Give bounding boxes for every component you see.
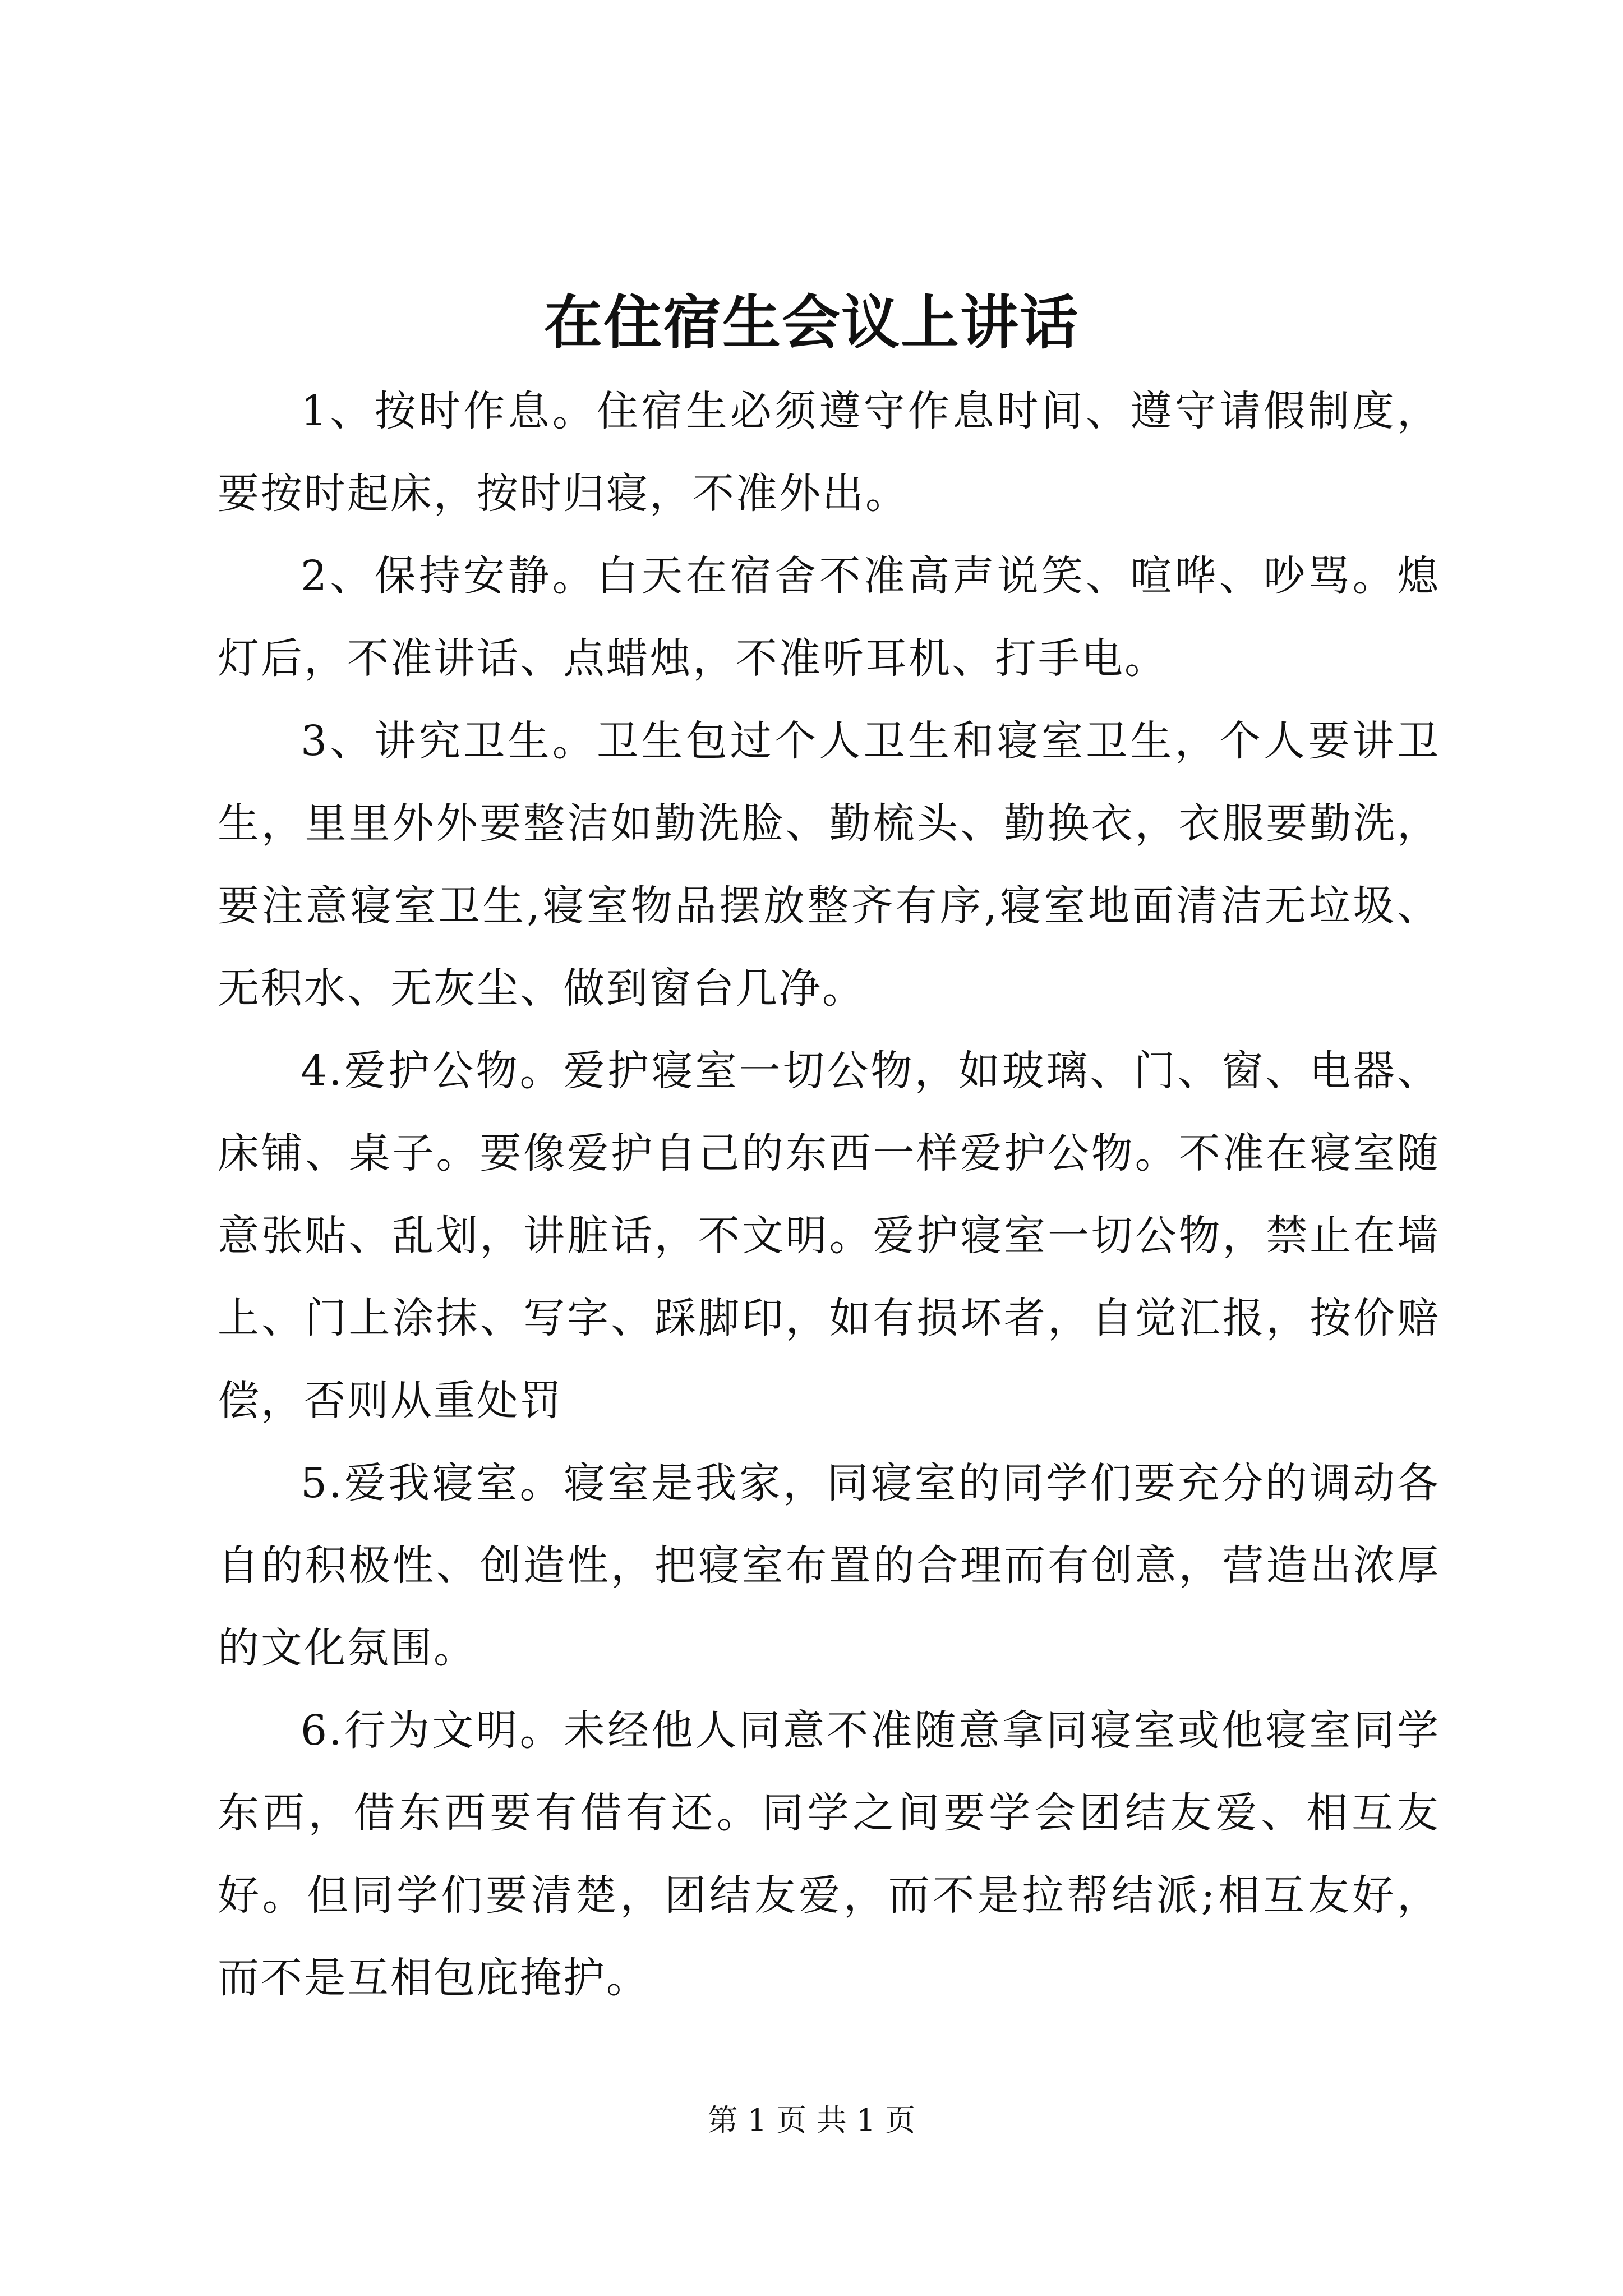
document-body: [218, 370, 1440, 2019]
paragraph-4: 4.爱护公物。爱护寝室一切公物，如玻璃、门、窗、电器、床铺、桌子。要像爱护自己的东西一样爱护公物。不准在寝室随意张贴、乱划，讲脏话，不文明。爱护寝室一切公物，禁止在墙上、门上涂抹、写字、踩脚印，如有损坏者，自觉汇报，按价赔偿，否则从重处罚: [218, 1047, 1440, 1425]
paragraph-5: 5.爱我寝室。寝室是我家，同寝室的同学们要充分的调动各自的积极性、创造性，把寝室布置的合理而有创意，营造出浓厚的文化氛围。: [218, 1459, 1440, 1672]
paragraph-2: 2、保持安静。白天在宿舍不准高声说笑、喧哗、吵骂。熄灯后，不准讲话、点蜡烛，不准听耳机、打手电。: [218, 552, 1440, 683]
page-footer: 第 1 页 共 1 页: [707, 2102, 916, 2138]
paragraph-3: 3、讲究卫生。卫生包过个人卫生和寝室卫生，个人要讲卫生，里里外外要整洁如勤洗脸、勤梳头、勤换衣，衣服要勤洗，要注意寝室卫生,寝室物品摆放整齐有序,寝室地面清洁无垃圾、无积水、无灰尘、做到窗台几净。: [218, 717, 1440, 1013]
document-title: 在住宿生会议上讲话: [543, 288, 1079, 357]
paragraph-1: 1、按时作息。住宿生必须遵守作息时间、遵守请假制度，要按时起床，按时归寝，不准外出。: [218, 387, 1440, 518]
paragraph-6: 6.行为文明。未经他人同意不准随意拿同寝室或他寝室同学东西，借东西要有借有还。同学之间要学会团结友爱、相互友好。但同学们要清楚，团结友爱，而不是拉帮结派;相互友好，而不是互相包庇掩护。: [218, 1706, 1440, 2002]
